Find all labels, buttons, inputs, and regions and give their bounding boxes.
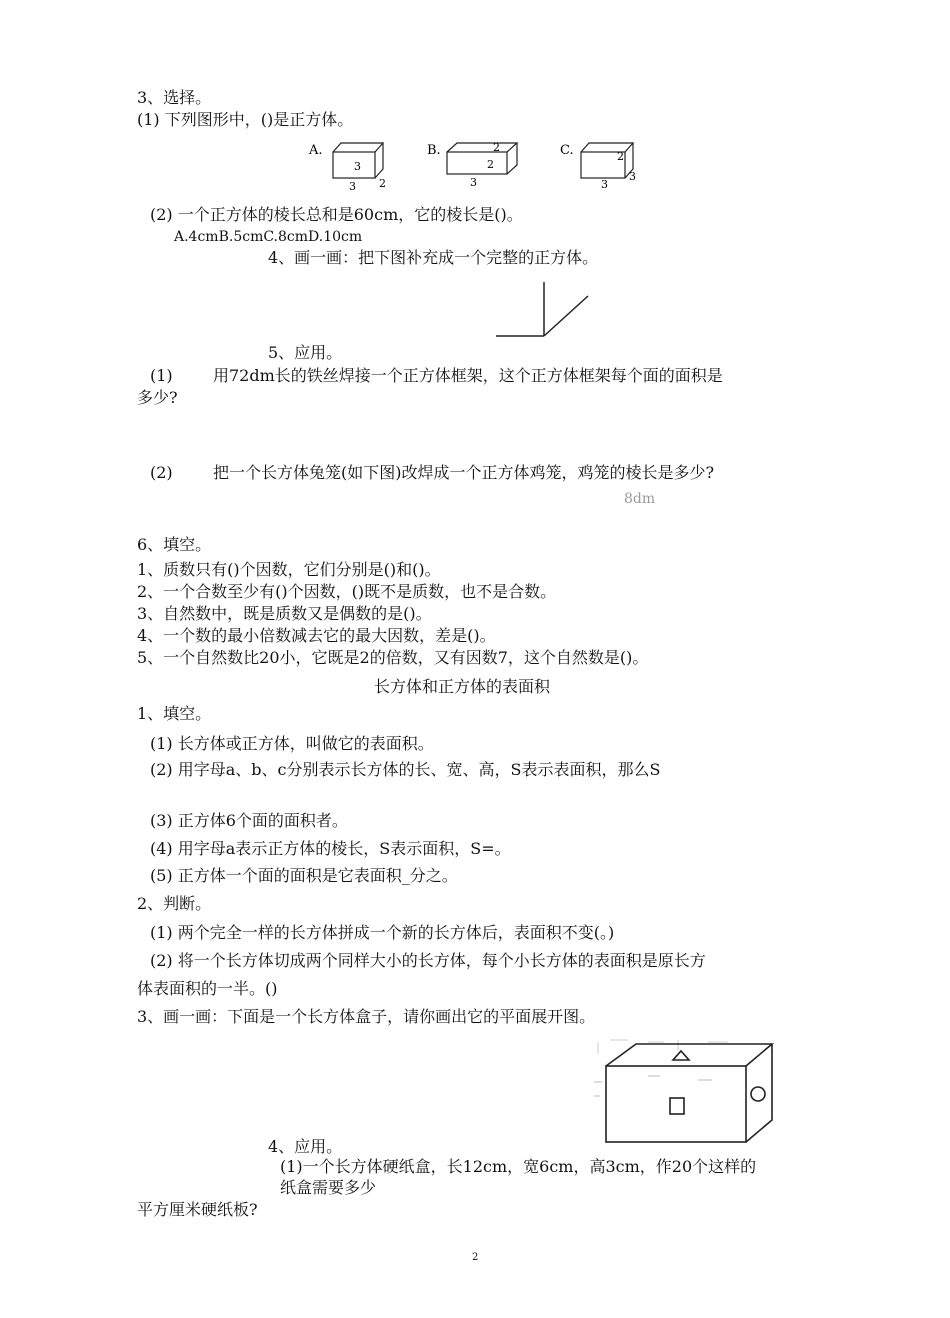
choice-b-letter: B. — [427, 143, 441, 158]
surface-fill-item: (3) 正方体6个面的面积者。 — [150, 811, 348, 830]
surface-judge-heading: 2、判断。 — [137, 894, 212, 913]
section4-heading: 4、画一画：把下图补充成一个完整的正方体。 — [268, 248, 599, 267]
choice-b-top-label: 2 — [493, 141, 500, 154]
cube-partial-drawing — [492, 276, 602, 344]
section5-q1-number: (1) — [150, 366, 173, 385]
surface-fill-item: (4) 用字母a表示正方体的棱长，S表示面积，S=。 — [150, 839, 511, 858]
surface-judge-1: (1) 两个完全一样的长方体拼成一个新的长方体后，表面积不变(。) — [150, 923, 615, 942]
section5-q1-line2: 多少? — [137, 388, 178, 407]
page-number: 2 — [472, 1252, 479, 1263]
section5-q2-text: 把一个长方体兔笼(如下图)改焊成一个正方体鸡笼，鸡笼的棱长是多少? — [213, 463, 715, 482]
surface-judge-2-line2: 体表面积的一半。() — [137, 979, 278, 998]
section3-heading: 3、选择。 — [137, 88, 212, 107]
choice-c-bottom-label: 3 — [601, 178, 608, 191]
surface-judge-2-line1: (2) 将一个长方体切成两个同样大小的长方体，每个小长方体的表面积是原长方 — [150, 951, 706, 970]
surface-apply-line3: 平方厘米硬纸板? — [137, 1200, 258, 1219]
surface-fill-item: (1) 长方体或正方体，叫做它的表面积。 — [150, 734, 434, 753]
section3-question-2-options: A.4cmB.5cmC.8cmD.10cm — [174, 229, 363, 245]
choice-b-bottom-label: 3 — [470, 176, 477, 189]
section6-item: 5、一个自然数比20小，它既是2的倍数，又有因数7，这个自然数是()。 — [137, 648, 649, 667]
section5-q2-number: (2) — [150, 463, 173, 482]
choice-a-letter: A. — [309, 143, 323, 158]
surface-title: 长方体和正方体的表面积 — [374, 677, 551, 696]
choice-c-letter: C. — [560, 143, 574, 158]
choice-c-top-label: 2 — [617, 150, 624, 163]
section5-q1-line1: 用72dm长的铁丝焊接一个正方体框架，这个正方体框架每个面的面积是 — [213, 366, 723, 385]
section6-item: 2、一个合数至少有()个因数，()既不是质数，也不是合数。 — [137, 582, 557, 601]
section6-item: 4、一个数的最小倍数减去它的最大因数，差是()。 — [137, 626, 496, 645]
section6-item: 1、质数只有()个因数，它们分别是()和()。 — [137, 560, 441, 579]
cage-dimension-label: 8dm — [624, 491, 656, 507]
choice-c-box — [581, 143, 633, 178]
choice-a-bottom-label: 3 — [349, 180, 356, 193]
choice-b-box — [447, 143, 517, 174]
box-drawing — [588, 1036, 780, 1148]
surface-fill-item: (2) 用字母a、b、c分别表示长方体的长、宽、高，S表示表面积，那么S — [150, 760, 661, 779]
choice-c-side-label: 3 — [629, 170, 636, 183]
choice-b-front-label: 2 — [487, 158, 494, 171]
surface-fill-item: (5) 正方体一个面的面积是它表面积_分之。 — [150, 866, 458, 885]
surface-fill-heading: 1、填空。 — [137, 704, 212, 723]
surface-apply-heading: 4、应用。 — [268, 1137, 343, 1156]
section3-question-1: (1) 下列图形中，()是正方体。 — [137, 110, 354, 129]
section6-item: 3、自然数中，既是质数又是偶数的是()。 — [137, 604, 432, 623]
choice-a-side-label: 2 — [379, 177, 386, 190]
surface-apply-line1: (1)一个长方体硬纸盒，长12cm，宽6cm，高3cm，作20个这样的 — [280, 1157, 757, 1176]
surface-draw-heading: 3、画一画：下面是一个长方体盒子，请你画出它的平面展开图。 — [137, 1007, 596, 1026]
section5-heading: 5、应用。 — [268, 343, 343, 362]
choice-a-front-label: 3 — [354, 160, 361, 173]
section6-heading: 6、填空。 — [137, 535, 212, 554]
choice-figures — [305, 138, 655, 193]
surface-apply-line2: 纸盒需要多少 — [280, 1178, 377, 1197]
section3-question-2: (2) 一个正方体的棱长总和是60cm，它的棱长是()。 — [150, 205, 523, 224]
